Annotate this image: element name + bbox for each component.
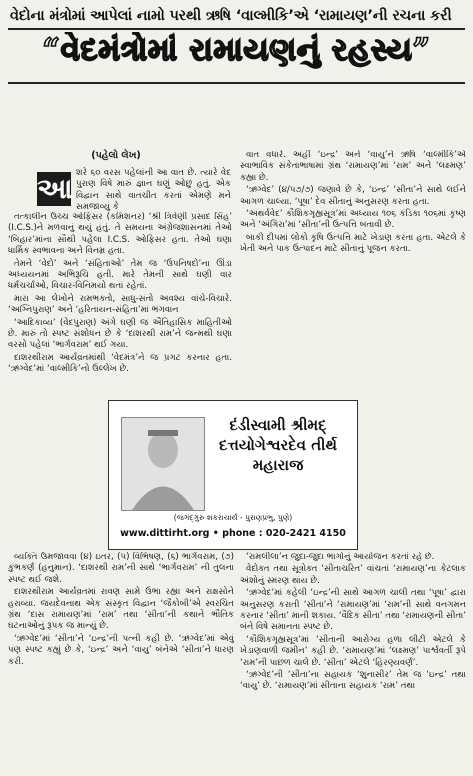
paragraph: ‘ઋગ્વેદ’માં કહેલી ‘ઇન્દ્ર’ની સાથે આગળ ચાલી તથા ‘પૂષા’ દ્વારા અનુસરણ કરાતી ‘સીતા’ને ‘રામાયણ’માં ‘રામ’ની સાથે વનગમન કરનાર ‘સીતા’ માની શકાય. ‘વૈદિક સીતા’ તથા ‘રામાયણની સીતા’ બંને વિષે સમાનતા સ્પષ્ટ છે. [240,588,466,633]
advertisement-box [108,400,358,550]
paragraph: ‘અથર્વવેદ’ કૌશિકગૃહ્યસૂત્ર’માં અધ્યાય ૧૦૬ કંડિકા ૧૦૬માં કૃષ્ણ અને ‘અંગિરા’માં ‘સીતા’ની ઉત્પત્તિ બતાવી છે. [240,209,466,231]
paragraph: ‘ઋગ્વેદ’માં ‘સીતા’ને ‘ઇન્દ્ર’ની પત્ની કહી છે. ‘ઋગ્વેદ’માં એવું પણ સ્પષ્ટ કહ્યું છે કે, ‘ઇન્દ્ર’ અને ‘વાયુ’ બંનેએ ‘સીતા’ને ધારણ કરી. [8,633,234,667]
paragraph: દાશરથીરામ આર્યવ્રતમાં રાવણ સામે ઉભા રહ્યા અને રાક્ષસોને હરાવ્યા. જયદેવનાથ એક સંસ્કૃત વિદ્વાન ‘જૈકોબી’એ સ્વરચિત ગ્રંથ ‘દાસ રામાયણ’માં ‘રામ’ તથા ‘સીતા’ની કથાને ભૌતિક ઘટનાઓનું રૂપક જ માન્યું છે. [8,587,234,632]
bottom-left-column [8,552,234,772]
article-title: “વેદમંત્રોમાં રામાયણનું રહસ્ય” [42,32,431,68]
paragraph: વેદોક્ત તથા સૂત્રોક્ત ‘સીતાચરિત’ વાંચતાં ‘રામાયણ’ના કેટલાક અંશોનું સ્મરણ થાય છે. [240,564,466,586]
paragraph: ‘રામલીલા’ન જુદા-જુદા ભાગોનું આયોજન કરતાં રહે છે. [246,552,435,562]
paragraph: ‘ઋગ્વેદ’ની ‘સીતા’ના સહાયક ‘શુનાસીર’ તેમ જ ‘ઇન્દ્ર’ તથા ‘વાયુ’ છે. ‘રામાયણ’માં સીતાના સહાયક ‘રામ’ તથા [240,670,466,692]
bottom-right-column [240,552,466,772]
paragraph: ‘કૌશિકગૃહ્યસૂત્ર’માં ‘સીતાની આરોગ્ય હળા લીટી એટલે કે ખેડાણવાળી જમીન’ કહી છે. ‘રામાયણ’માં ‘લક્ષ્મણ’ પાર્શ્વવર્તી રૂપે ‘રામ’ની પાછળ ચાલે છે. ‘સીતા’ એટલે ‘હિરણ્યવર્ણ’. [240,634,466,668]
paragraph: બાકી દીપમાં લોકો કૃષિ ઉત્પત્તિ માટે ખેડાણ કરતા હતા. એટલે કે ખેતી અને પાક ઉત્પાદન માટે સીતાનું પૂજન કરતા. [240,232,466,255]
headline: વેદોના મંત્રોમાં આપેલાં નામો પરથી ઋષિ ‘વાલ્મીકિ’એ ‘રામાયણ’ની રચના કરી [10,8,452,24]
saint-portrait-image [122,418,204,510]
paragraph: ‘ઋગ્વેદ’ (૪/૫૭/૭) જણાવે છે કે, ‘ઇન્દ્ર’ ‘સીતા’ને સાથે લઈને આગળ ચાલ્યા. ‘પૂષા’ દેવ સીતાનું અનુસરણ કરતા હતા. [240,185,466,207]
paragraph: વાત વધારે. અહીં ‘ઇન્દ્ર’ અને ‘વાયુ’ને ઋષિ ‘વાલ્મીકિ’એ સ્વાભાવિક સંકેતાભાષામાં ગ્રંથ ‘રામાયણ’માં ‘રામ’ અને ‘લક્ષ્મણ’ કહ્યા છે. [240,150,466,183]
ad-caption: (જગદ્ગુરુ શંકરાચાર્ય - પુરાણપ્રભુ, પુણે) [173,513,293,522]
headline-rule [8,28,465,30]
byline: (પહેલો લેખ) [91,150,141,161]
ad-website: www.dittirht.org • phone : 020-2421 4150 [120,528,346,539]
dropcap: આ [37,172,73,205]
left-column [8,212,232,400]
title-rule [8,82,465,84]
paragraph: ‘આદિકાવ્ય’ (વેદપુરાણ) અંગે ઘણી જ ઐતિહાસિક માહિતીઓ છે. મારું તો સ્પષ્ટ સંશોધન છે કે ‘દાશરથી રામ’ને જન્મથી ઘણા વરસો પહેલાં ‘ભાર્ગવરામ’ થઈ ગયા. [8,317,232,351]
paragraph: મારા આ લેખોને રામભક્તો, સાધુ-સંતો અવશ્ય વાંચે-વિચારે. ‘અગ્નિપુરાણ’ અને ‘હરિતાયન-સંહિતા’માં ભગવાન [8,293,232,316]
right-column [240,150,466,396]
paragraph: દાશરથીરામ આર્યવ્રતમાંથી ‘વેદમંત્ર’ને જ પ્રગટ કરનાર હતા. ‘ઋગ્વેદ’માં ‘વાલ્મીકિ’નો ઉલ્લેખ છે. [8,352,232,375]
paragraph: વ્યક્તિ ઉમજાવવા (૪) ઇતર, (૫) વિભિષણ, (૬) ભાર્ગવરામ, (૭) કુંભકર્ણ (હનુમાન). ‘દાશરથી રામ’ની સાથે ‘ભાર્ગવરામ’ ની તુલના સ્પષ્ટ થઈ જશે. [8,552,234,585]
ad-title: દંડીસ્વામી શ્રીમદ્ દત્તયોગેશ્વરદેવ તીર્થ મહારાજ [219,416,337,474]
saint-portrait [121,417,205,511]
lead-paragraph: શરે ૬૦ વરસ પહેલાંની આ વાત છે. ત્યારે વેદ પુરાણ વિષે મારું જ્ઞાન ઘણું ઓછું હતું. એક વિદ્વાન સાથે વાતચીત કરતાં એમણે મને સમજાવ્યું કે [76,168,231,213]
paragraph: તેમને ‘વેદો’ અને ‘સંહિતાઓ’ તેમ જ ‘ઉપનિષદો’ના ઊંડા અધ્યયનમાં અભિરૂચિ હતી. મારે તેમની સાથે ઘણી વાર ધર્મચર્ચાઓ, વિચાર-વિનિમયો થતાં રહેતાં. [8,258,232,292]
paragraph: તત્કાલીન ઉચ્ચ ઓફિસર (કમિશનર) ‘શ્રી ત્રિવેણી પ્રસાદ સિંહ’ (I.C.S.)ને મળવાનું થયું હતું. તે સમયના અંગ્રેજશાસનમાં તેઓ ‘બિહાર’માંના સૌથી પહેલા I.C.S. ઓફિસર હતા. તેઓ ઘણા ધાર્મિક સ્વભાવના અને વિનમ્ર હતા. [8,212,232,257]
